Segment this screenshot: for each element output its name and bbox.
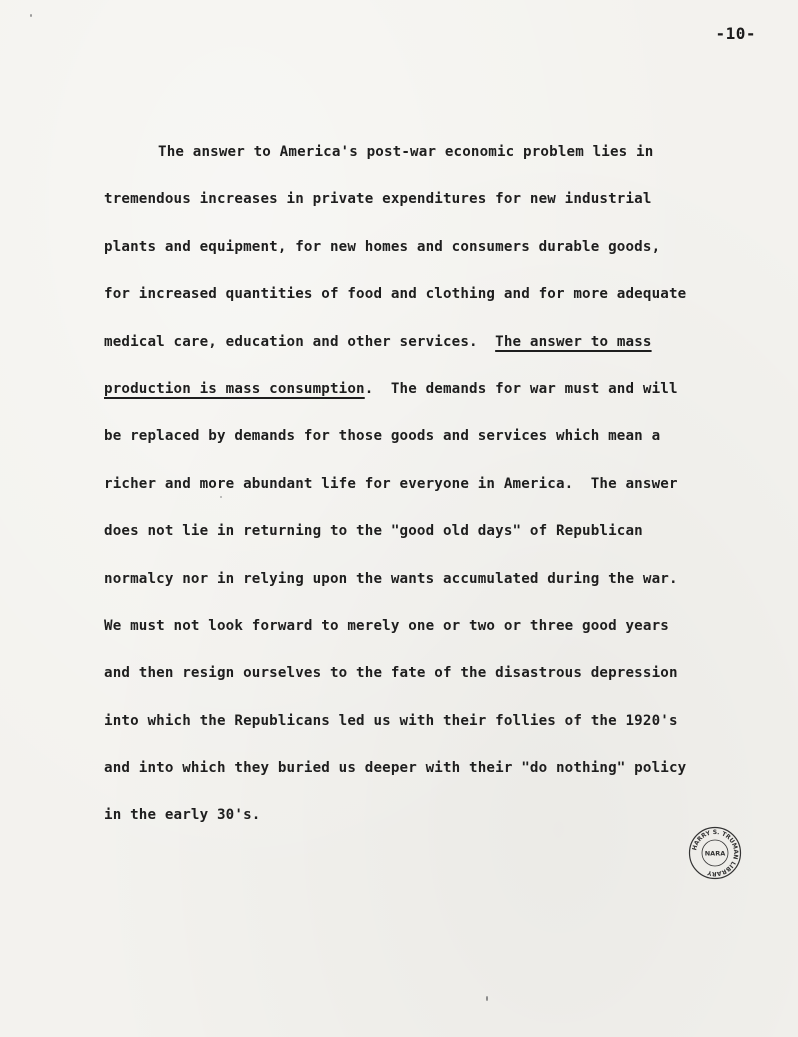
text-segment: . The demands for war must and will — [364, 380, 678, 397]
text-segment: medical care, education and other services. — [104, 333, 478, 350]
text-line: We must not look forward to merely one or two or three good years — [104, 617, 669, 634]
text-line: in the early 30's. — [104, 807, 261, 824]
text-line: be replaced by demands for those goods and services which mean a — [104, 428, 661, 445]
text-line: and into which they buried us deeper with their "do nothing" policy — [104, 760, 687, 777]
stamp-center-text: NARA — [704, 849, 726, 858]
text-line: normalcy nor in relying upon the wants accumulated during the war. — [104, 570, 678, 587]
text-line: richer and more abundant life for everyone in America. The answer — [104, 475, 678, 492]
text-line: for increased quantities of food and clothing and for more adequate — [104, 286, 687, 303]
text-line — [104, 377, 764, 424]
paper-speck — [220, 496, 222, 498]
text-line: and then resign ourselves to the fate of the disastrous depression — [104, 665, 678, 682]
stamp-ring-text: HARRY S. TRUMAN LIBRARY — [691, 828, 740, 878]
library-stamp-icon — [688, 826, 742, 880]
paper-speck — [486, 996, 488, 1001]
page-number: -10- — [715, 24, 756, 43]
text-line: into which the Republicans led us with their follies of the 1920's — [104, 712, 678, 729]
body-paragraph — [104, 140, 764, 851]
underlined-text: production is mass consumption — [104, 380, 365, 397]
text-line — [104, 330, 764, 377]
paper-speck — [30, 14, 32, 17]
text-line: tremendous increases in private expenditures for new industrial — [104, 191, 652, 208]
text-line: The answer to America's post-war economic problem lies in — [158, 144, 654, 160]
underlined-text: The answer to mass — [495, 333, 652, 350]
text-line: does not lie in returning to the "good old days" of Republican — [104, 523, 643, 540]
text-line: plants and equipment, for new homes and consumers durable goods, — [104, 238, 661, 255]
